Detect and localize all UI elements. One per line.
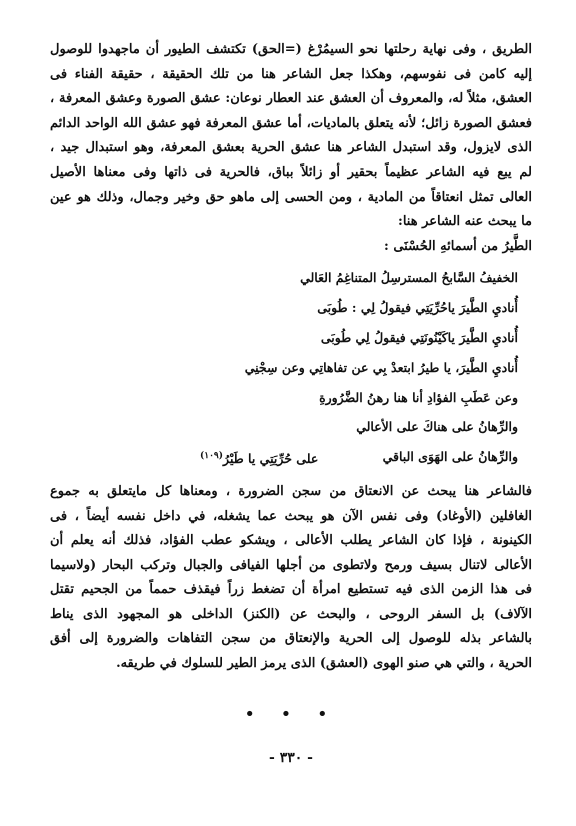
paragraph-2-line: فى هذا الزمن الذى فيه تستطيع امرأة أن تضغط زراً فيقذف حمماً من الجحيم تقتل [50, 582, 532, 598]
poem-verse-text: الخفيفُ السَّابحُ المسترسِلُ المتناغِمُ العَالي [300, 270, 518, 286]
poem-verse [50, 412, 518, 442]
paragraph-2-line: الغافلين (الأوغاد) وفى نفس الآن هو يبحث عما يشغله، في داخل نفسه أيضاً ، فى [50, 508, 532, 524]
paragraph-2-line: الكينونة ، فإذا كان الشاعر يطلب الأعالى ، ويشكو عطب الفؤاد، فذلك أنه يعلم أن [50, 533, 532, 549]
poem-verse-text: أُناديِ الطَّيرَ ياحُرِّيَتِي فيقولُ لِي : طُوبَى [317, 300, 518, 316]
footnote-marker: (١٠٩) [200, 451, 224, 462]
poem-verse [50, 263, 518, 293]
poem-verses [50, 263, 532, 442]
section-separator: • • • [244, 704, 338, 725]
paragraph-1-line: العالى تمثل انعتاقاً من المادية ، ومن الحسى إلى ماهو حق وخير وجمال، وذلك هو عين [50, 189, 532, 205]
poem-verse-text: وعن عَطَبِ الفؤادِ أنا هنا رهنُ الضَّرُورةِ [319, 389, 518, 405]
poem-verse [50, 353, 518, 383]
last-verse-right: والرِّهانُ على الهَوَى الباقي [382, 449, 518, 465]
paragraph-2-line: الأعالى لاتنال بسيف ورمح ولاتطوى من أجلها الفيافى والجبال وتركب البحار (ولاسيما [50, 557, 532, 573]
poem-verse-text: أُناديِ الطَّيرَ، يا طيرُ ابتعدْ بِي عن تفاهاتِي وعن سِجْنِي [244, 359, 518, 375]
last-verse-left [200, 442, 318, 474]
paragraph-1-line: العشق، مثلاً له، والمعروف أن العشق عند العطار نوعان: عشق الصورة وعشق المعرفة ، [50, 91, 532, 107]
poem-intro: الطَّيرُ من أسمائهِ الحُسْنَى : [384, 238, 532, 254]
last-verse-left-text: على حُرِّيَتِي يا طَيْرُ [223, 451, 319, 467]
paragraph-2-line: الحرية ، والتي هي صنو الهوى (العشق) الذى يرمز الطير للسلوك في طريقه. [116, 656, 532, 672]
poem-verse [50, 293, 518, 323]
poem-verse-text: والرِّهانُ على هناكَ على الأعالي [356, 419, 518, 435]
paragraph-1 [50, 38, 532, 235]
poem-verse [50, 323, 518, 353]
poem-verse-text: أُناديِ الطَّيرَ ياكَيْنُونَتِي فيقولُ لِي طُوبَى [320, 329, 518, 345]
page-number: - ٣٣٠ - [269, 750, 313, 766]
paragraph-2 [50, 480, 532, 677]
paragraph-1-line: فعشق الصورة زائل؛ لأنه يتعلق بالماديات، أما عشق المعرفة فهو عشق الله الواحد الدائم [50, 115, 532, 131]
paragraph-1-line: إليه كامن فى نفوسهم، وهكذا جعل الشاعر هنا من تلك الحقيقة ، حقيقة الفناء فى [50, 66, 532, 82]
paragraph-1-line: الطريق ، وفى نهاية رحلتها نحو السيمُرْغ (=الحق) تكتشف الطيور أن ماجهدوا للوصول [50, 42, 532, 57]
paragraph-2-line: فالشاعر هنا يبحث عن الانعتاق من سجن الضرورة ، ومعناها كل مايتعلق به جموع [50, 483, 532, 499]
paragraph-1-line: الذى لايزول، وقد استبدل الشاعر هنا عشق الحرية بعشق المعرفة، وهو استبدال جيد ، [50, 140, 532, 156]
document-page [50, 38, 532, 798]
paragraph-1-line: لم يبع فيه الشاعر عظيماً بحقير أو زائلاً بباق، فالحرية فى ذاتها وفى معناها الأصيل [50, 164, 532, 180]
poem-last-verse [50, 442, 532, 472]
poem-verse [50, 383, 518, 413]
paragraph-1-line: ما يبحث عنه الشاعر هنا: [398, 214, 532, 230]
paragraph-2-line: بالشاعر بذله للوصول إلى الحرية والإنعتاق من سجن التفاهات والضرورة إلى أفق [50, 631, 532, 647]
paragraph-2-line: الآلاف) بل السفر الروحى ، والبحث عن (الكنز) الداخلى هو المجهود الذى يناط [50, 606, 532, 622]
